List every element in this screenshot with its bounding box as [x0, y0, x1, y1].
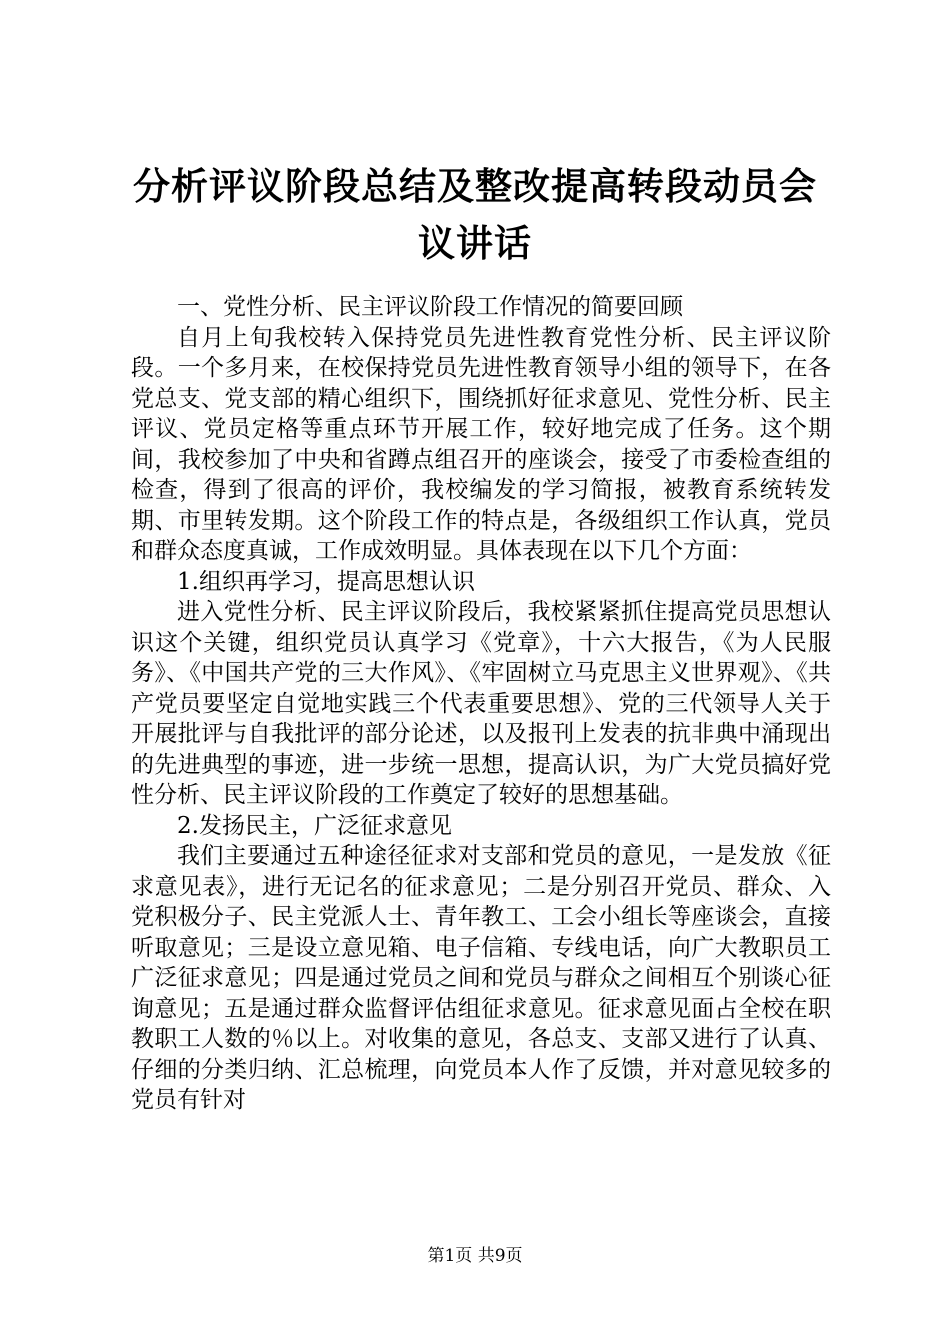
body-paragraph: 我们主要通过五种途径征求对支部和党员的意见，一是发放《征求意见表》，进行无记名的征求意见；二是分别召开党员、群众、入党积极分子、民主党派人士、青年教工、工会小组长等座谈会，直接听取意见；三是设立意见箱、电子信箱、专线电话，向广大教职员工广泛征求意见；四是通过党员之间和党员与群众之间相互个别谈心征询意见；五是通过群众监督评估组征求意见。征求意见面占全校在职教职工人数的％以上。对收集的意见，各总支、支部又进行了认真、仔细的分类归纳、汇总梳理，向党员本人作了反馈，并对意见较多的党员有针对 [131, 843, 831, 1113]
body-paragraph: 自月上旬我校转入保持党员先进性教育党性分析、民主评议阶段。一个多月来，在校保持党员先进性教育领导小组的领导下，在各党总支、党支部的精心组织下，围绕抓好征求意见、党性分析、民主评议、党员定格等重点环节开展工作，较好地完成了任务。这个期间，我校参加了中央和省蹲点组召开的座谈会，接受了市委检查组的检查，得到了很高的评价，我校编发的学习简报，被教育系统转发期、市里转发期。这个阶段工作的特点是，各级组织工作认真，党员和群众态度真诚，工作成效明显。具体表现在以下几个方面： [131, 324, 831, 564]
page-number-footer: 第1页 共9页 [427, 1246, 523, 1266]
body-paragraph: 进入党性分析、民主评议阶段后，我校紧紧抓住提高党员思想认识这个关键，组织党员认真学习《党章》，十六大报告，《为人民服务》、《中国共产党的三大作风》、《牢固树立马克思主义世界观》、《共产党员要坚定自觉地实践三个代表重要思想》、党的三代领导人关于开展批评与自我批评的部分论述，以及报刊上发表的抗非典中涌现出的先进典型的事迹，进一步统一思想，提高认识，为广大党员搞好党性分析、民主评议阶段的工作奠定了较好的思想基础。 [131, 599, 831, 808]
subsection-heading: 2.发扬民主，广泛征求意见 [177, 812, 452, 839]
subsection-heading: 1.组织再学习，提高思想认识 [177, 568, 475, 595]
section-heading: 一、党性分析、民主评议阶段工作情况的简要回顾 [177, 294, 683, 320]
document-title: 分析评议阶段总结及整改提高转段动员会议讲话 [133, 164, 817, 265]
document-body [131, 292, 831, 1116]
